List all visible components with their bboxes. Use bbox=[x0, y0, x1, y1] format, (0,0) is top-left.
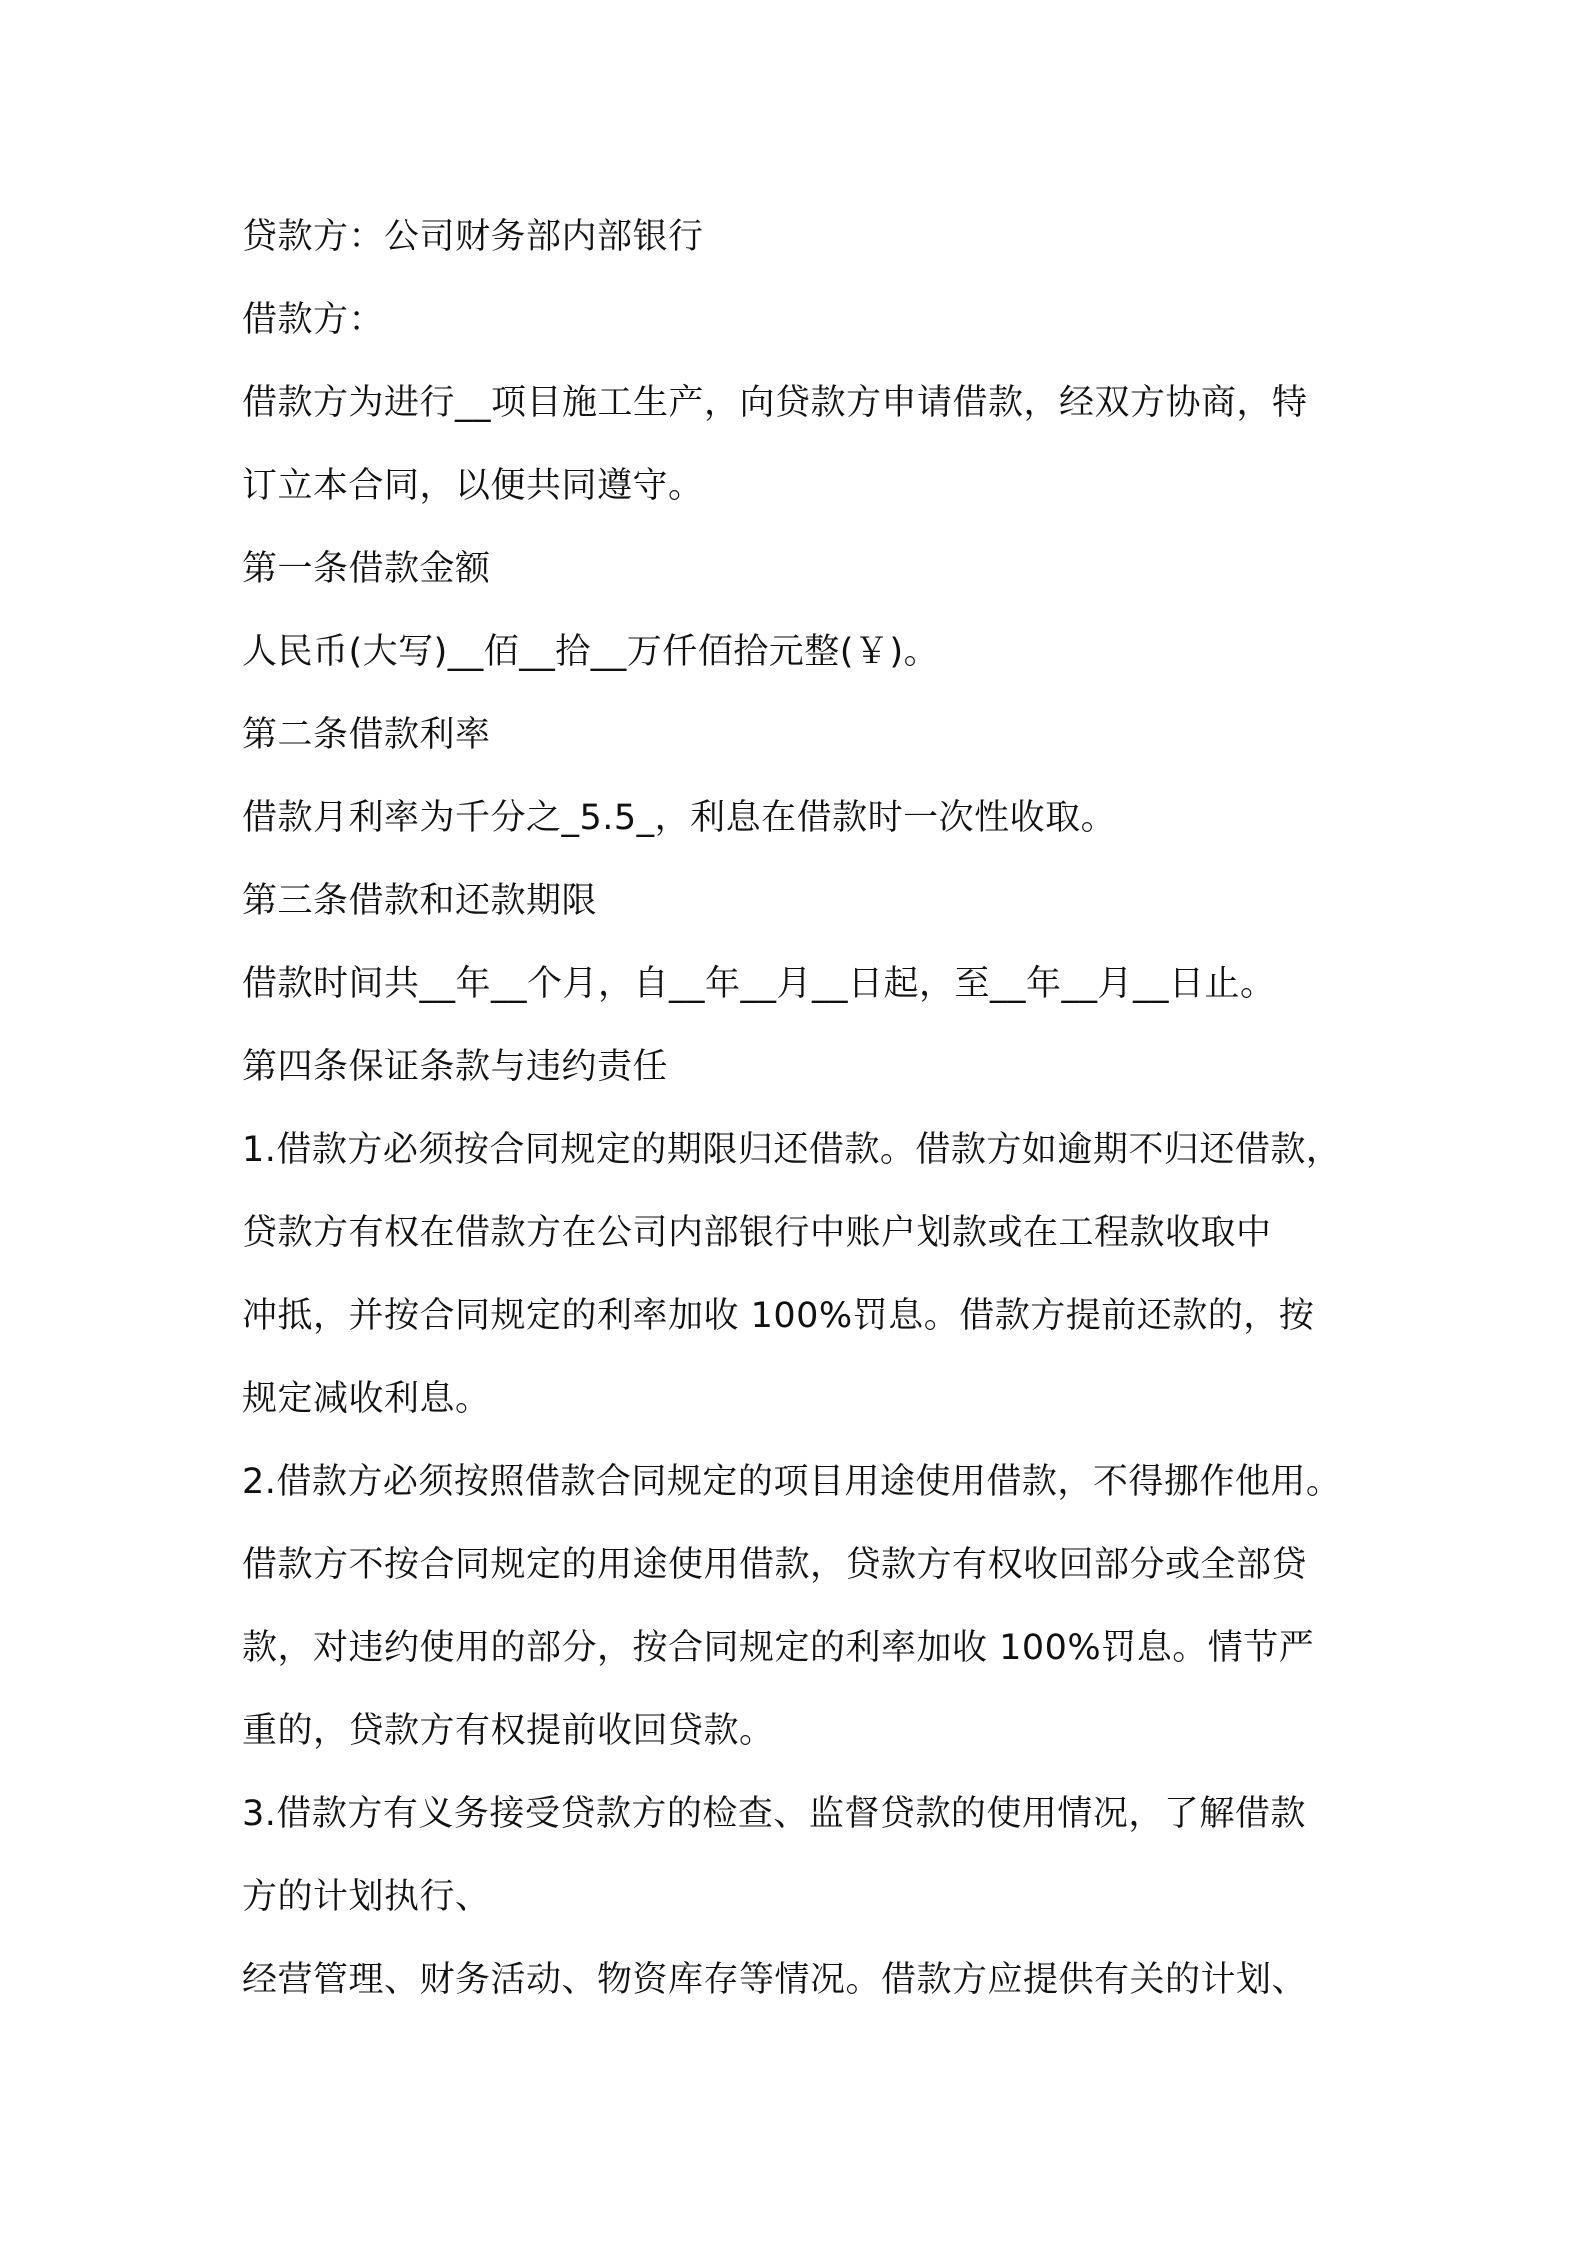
article-text: 人民币(大写)__佰__拾__万仟佰拾元整(￥)。 bbox=[242, 632, 940, 672]
contract-body bbox=[242, 196, 1382, 2022]
clause-text: 2.借款方必须按照借款合同规定的项目用途使用借款，不得挪作他用。 bbox=[242, 1462, 1342, 1502]
preamble-line: 借款方为进行__项目施工生产，向贷款方申请借款，经双方协商，特 bbox=[242, 383, 1308, 423]
clause-text: 重的，贷款方有权提前收回贷款。 bbox=[242, 1711, 775, 1751]
clause-text: 借款方不按合同规定的用途使用借款，贷款方有权收回部分或全部贷 bbox=[242, 1545, 1308, 1585]
article-heading: 第二条借款利率 bbox=[242, 715, 491, 755]
clause-text: 3.借款方有义务接受贷款方的检查、监督贷款的使用情况，了解借款 bbox=[242, 1794, 1306, 1834]
article-heading: 第四条保证条款与违约责任 bbox=[242, 1047, 669, 1087]
article-text: 借款时间共__年__个月，自__年__月__日起，至__年__月__日止。 bbox=[242, 964, 1276, 1004]
lender-line: 贷款方：公司财务部内部银行 bbox=[242, 217, 704, 257]
clause-text: 规定减收利息。 bbox=[242, 1379, 491, 1419]
borrower-line: 借款方： bbox=[242, 300, 385, 340]
clause-text: 方的计划执行、 bbox=[242, 1877, 491, 1917]
article-heading: 第三条借款和还款期限 bbox=[242, 881, 598, 921]
article-text: 借款月利率为千分之_5.5_，利息在借款时一次性收取。 bbox=[242, 798, 1117, 838]
clause-text: 1.借款方必须按合同规定的期限归还借款。借款方如逾期不归还借款， bbox=[242, 1130, 1342, 1170]
clause-text: 经营管理、财务活动、物资库存等情况。借款方应提供有关的计划、 bbox=[242, 1960, 1308, 2000]
clause-text: 款，对违约使用的部分，按合同规定的利率加收 100%罚息。情节严 bbox=[242, 1628, 1315, 1668]
clause-text: 贷款方有权在借款方在公司内部银行中账户划款或在工程款收取中 bbox=[242, 1213, 1272, 1253]
clause-text: 冲抵，并按合同规定的利率加收 100%罚息。借款方提前还款的，按 bbox=[242, 1296, 1315, 1336]
preamble-line: 订立本合同，以便共同遵守。 bbox=[242, 466, 704, 506]
article-heading: 第一条借款金额 bbox=[242, 549, 491, 589]
